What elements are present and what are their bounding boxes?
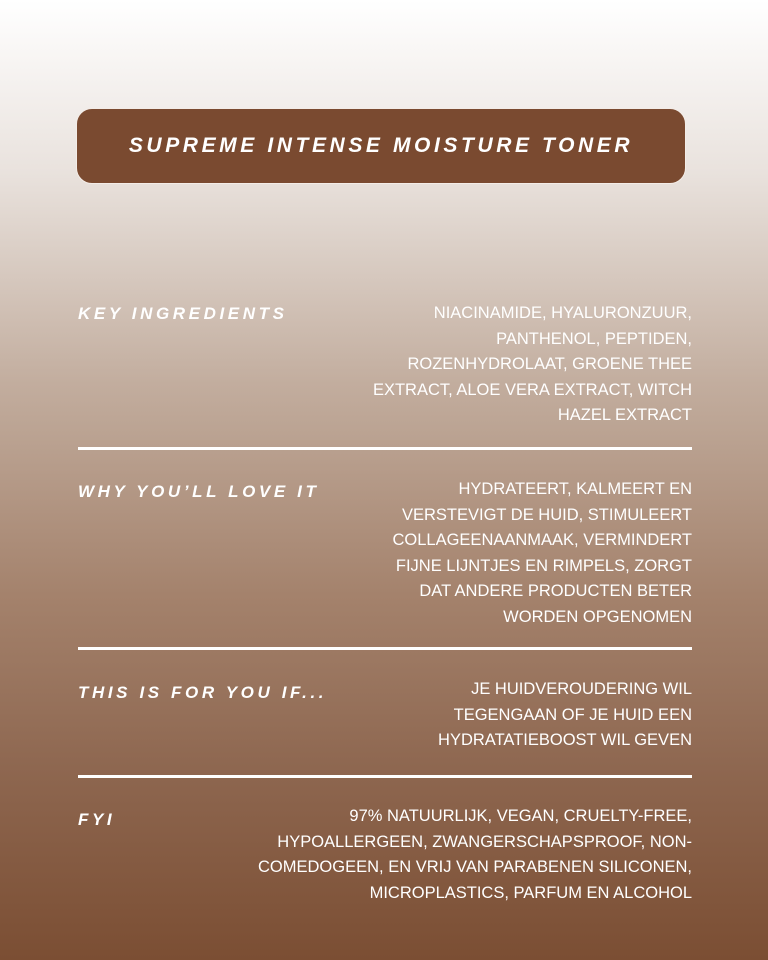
section-for-you-if (78, 677, 692, 757)
divider (78, 447, 692, 450)
section-fyi (78, 804, 692, 914)
title-banner (76, 108, 686, 184)
section-why-you-love-it (78, 477, 692, 637)
section-text: HYDRATEERT, KALMEERT EN VERSTEVIGT DE HUID, STIMULEERT COLLAGEENAANMAAK, VERMINDERT FIJNE LIJNTJES EN RIMPELS, ZORGT DAT ANDERE PRODUCTEN BETER WORDEN OPGENOMEN (392, 480, 692, 626)
section-label: THIS IS FOR YOU IF... (78, 683, 328, 702)
section-text: JE HUIDVEROUDERING WIL TEGENGAAN OF JE HUID EEN HYDRATATIEBOOST WIL GEVEN (438, 680, 692, 749)
divider (78, 647, 692, 650)
product-title: SUPREME INTENSE MOISTURE TONER (128, 134, 634, 157)
section-label: FYI (78, 810, 116, 829)
section-text: 97% NATUURLIJK, VEGAN, CRUELTY-FREE, HYPOALLERGEEN, ZWANGERSCHAPSPROOF, NON- COMEDOGEEN, EN VRIJ VAN PARABENEN SILICONEN, MICROPLASTICS, PARFUM EN ALCOHOL (258, 807, 692, 902)
section-key-ingredients (78, 301, 692, 431)
divider (78, 775, 692, 778)
section-text: NIACINAMIDE, HYALURONZUUR, PANTHENOL, PEPTIDEN, ROZENHYDROLAAT, GROENE THEE EXTRACT, ALOE VERA EXTRACT, WITCH HAZEL EXTRACT (372, 304, 692, 424)
section-label: KEY INGREDIENTS (78, 304, 288, 323)
section-label: WHY YOU’LL LOVE IT (78, 482, 320, 501)
